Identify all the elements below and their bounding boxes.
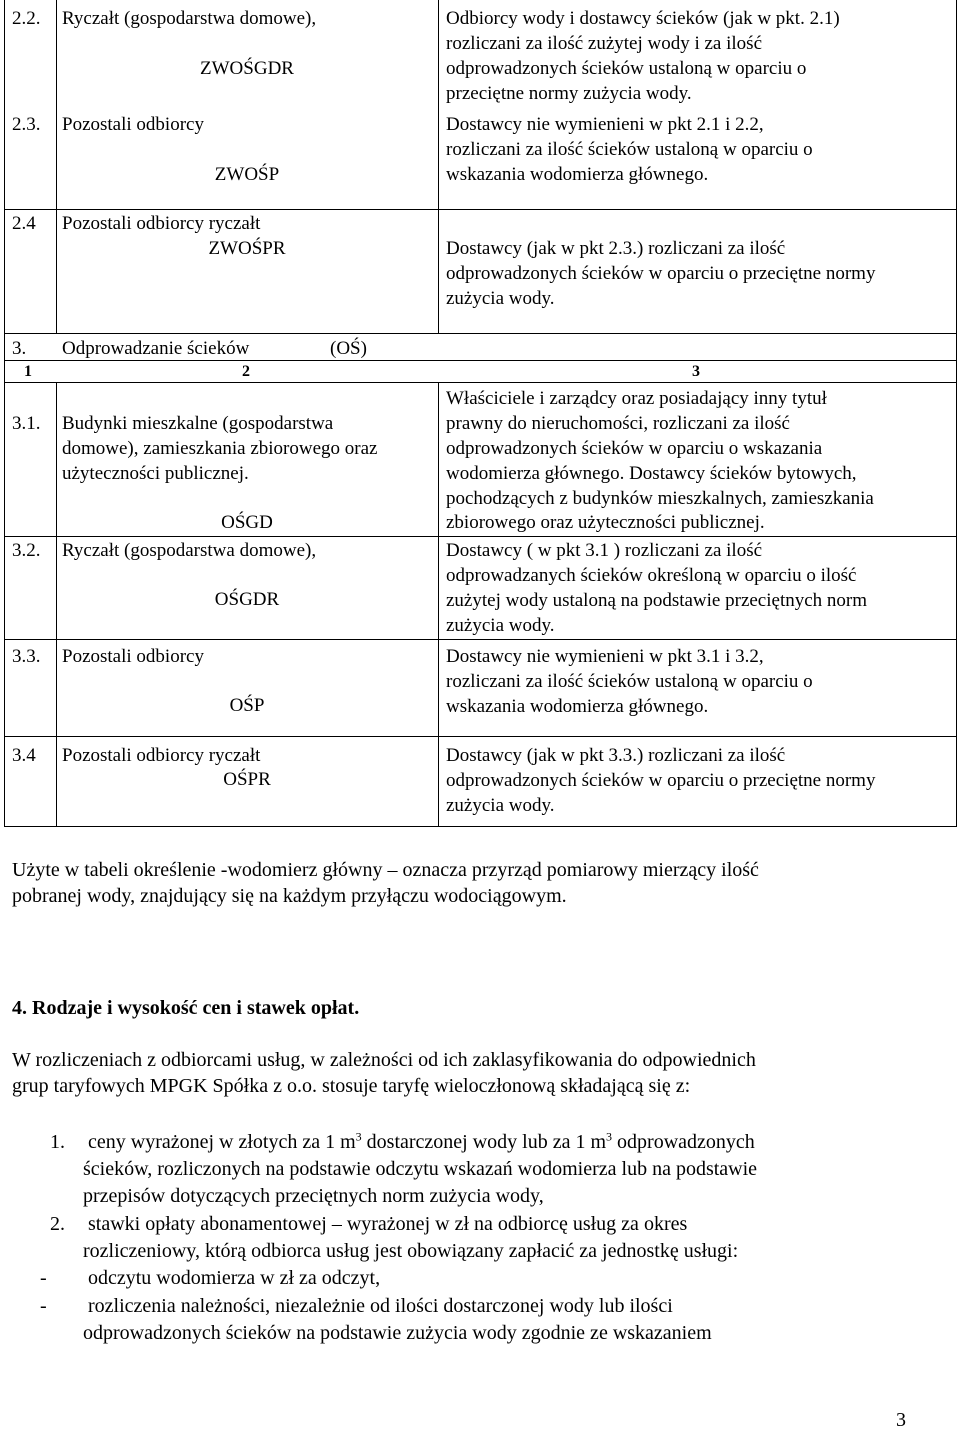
row-desc-line: odprowadzanych ścieków określoną w oparciu o ilość xyxy=(446,565,857,586)
row-desc-line: zużycia wody. xyxy=(446,795,555,816)
row-code: OŚGDR xyxy=(214,589,280,610)
row-number: 3.4 xyxy=(12,745,36,766)
table-row-divider xyxy=(4,209,957,210)
row-name-line: domowe), zamieszkania zbiorowego oraz xyxy=(62,438,378,459)
row-desc-line: zużytej wody ustaloną na podstawie przeciętnych norm xyxy=(446,590,868,611)
list-item-line: rozliczeniowy, którą odbiorca usług jest obowiązany zapłacić za jednostkę usługi: xyxy=(83,1240,739,1262)
list-item-text-part: dostarczonej wody lub za 1 m xyxy=(361,1131,607,1153)
row-desc-line: rozliczani za ilość zużytej wody i za ilość xyxy=(446,33,763,54)
superscript: 3 xyxy=(355,1129,362,1144)
table-col-divider-1 xyxy=(56,0,57,333)
dash-item-text: odprowadzonych ścieków na podstawie zużycia wody zgodnie ze wskazaniem xyxy=(83,1322,712,1344)
row-desc-line: prawny do nieruchomości, rozliczani za ilość xyxy=(446,413,790,434)
list-item-text xyxy=(88,1130,755,1155)
row-code: ZWOŚPR xyxy=(208,238,286,259)
note-line: pobranej wody, znajdujący się na każdym przyłączu wodociągowym. xyxy=(12,885,567,907)
column-header-1: 1 xyxy=(24,363,32,380)
row-code: OŚGD xyxy=(221,512,273,533)
dash-item-text: rozliczenia należności, niezależnie od ilości dostarczonej wody lub ilości xyxy=(88,1295,673,1317)
list-item-line: ścieków, rozliczonych na podstawie odczytu wskazań wodomierza lub na podstawie xyxy=(83,1158,758,1180)
row-desc-line: zbiorowego oraz użyteczności publicznej. xyxy=(446,512,765,533)
table-row-divider xyxy=(4,736,957,737)
row-name-line: Pozostali odbiorcy xyxy=(62,646,204,667)
table-col-divider-2 xyxy=(438,0,439,333)
row-desc-line: rozliczani za ilość ścieków ustaloną w oparciu o xyxy=(446,139,813,160)
row-desc-line: Dostawcy (jak w pkt 2.3.) rozliczani za ilość xyxy=(446,238,786,259)
row-desc-line: odprowadzonych ścieków w oparciu o przeciętne normy xyxy=(446,263,876,284)
row-desc-line: odprowadzonych ścieków w oparciu o wskazania xyxy=(446,438,823,459)
list-item-line: stawki opłaty abonamentowej – wyrażonej w zł na odbiorcę usług za okres xyxy=(88,1213,688,1235)
row-desc-line: Właściciele i zarządcy oraz posiadający inny tytuł xyxy=(446,388,827,409)
row-desc-line: wskazania wodomierza głównego. xyxy=(446,696,709,717)
list-item-text-part: odprowadzonych xyxy=(612,1131,755,1153)
row-number: 3.1. xyxy=(12,413,41,434)
row-name-line: użyteczności publicznej. xyxy=(62,463,249,484)
dash-item-text: odczytu wodomierza w zł za odczyt, xyxy=(88,1267,381,1289)
table-row-divider xyxy=(4,333,957,334)
row-desc-line: przeciętne normy zużycia wody. xyxy=(446,83,692,104)
list-item-number: 2. xyxy=(50,1213,65,1235)
list-item-number: 1. xyxy=(50,1131,65,1153)
table-row-divider xyxy=(4,382,957,383)
table-col-divider-2-lower xyxy=(438,382,439,826)
row-number: 3.3. xyxy=(12,646,41,667)
row-desc-line: Dostawcy nie wymienieni w pkt 2.1 i 2.2, xyxy=(446,114,764,135)
section3-title: Odprowadzanie ścieków xyxy=(62,338,250,359)
row-desc-line: odprowadzonych ścieków ustaloną w oparciu o xyxy=(446,58,807,79)
column-header-2: 2 xyxy=(242,363,250,380)
list-item-text-part: ceny wyrażonej w złotych za 1 m xyxy=(88,1131,356,1153)
page-number: 3 xyxy=(896,1409,906,1431)
row-desc-line: Dostawcy ( w pkt 3.1 ) rozliczani za ilość xyxy=(446,540,763,561)
row-desc-line: Dostawcy nie wymienieni w pkt 3.1 i 3.2, xyxy=(446,646,764,667)
row-number: 2.2. xyxy=(12,8,41,29)
note-line: Użyte w tabeli określenie -wodomierz główny – oznacza przyrząd pomiarowy mierzący ilość xyxy=(12,859,759,881)
row-name: Pozostali odbiorcy ryczałt xyxy=(62,213,261,234)
row-code: OŚP xyxy=(229,695,265,716)
column-header-3: 3 xyxy=(692,363,700,380)
row-desc-line: Odbiorcy wody i dostawcy ścieków (jak w pkt. 2.1) xyxy=(446,8,840,29)
section3-number: 3. xyxy=(12,338,27,359)
row-desc-line: rozliczani za ilość ścieków ustaloną w oparciu o xyxy=(446,671,813,692)
section3-abbr: (OŚ) xyxy=(330,338,367,359)
table-col-divider-1-lower xyxy=(56,382,57,826)
row-name-line: Budynki mieszkalne (gospodarstwa xyxy=(62,413,334,434)
row-code: OŚPR xyxy=(223,769,271,790)
table-border-left xyxy=(4,0,5,826)
dash-bullet: - xyxy=(40,1295,47,1317)
row-number: 2.4 xyxy=(12,213,36,234)
table-row-divider xyxy=(4,536,957,537)
table-row-divider xyxy=(4,639,957,640)
dash-bullet: - xyxy=(40,1267,47,1289)
row-desc-line: zużycia wody. xyxy=(446,288,555,309)
table-border-bottom xyxy=(4,826,957,827)
row-desc-line: wodomierza głównego. Dostawcy ścieków bytowych, xyxy=(446,463,857,484)
section4-heading: 4. Rodzaje i wysokość cen i stawek opłat. xyxy=(12,997,360,1019)
superscript: 3 xyxy=(606,1129,613,1144)
row-desc-line: Dostawcy (jak w pkt 3.3.) rozliczani za ilość xyxy=(446,745,786,766)
row-number: 3.2. xyxy=(12,540,41,561)
row-name: Pozostali odbiorcy xyxy=(62,114,204,135)
row-desc-line: wskazania wodomierza głównego. xyxy=(446,164,709,185)
row-desc-line: odprowadzonych ścieków w oparciu o przeciętne normy xyxy=(446,770,876,791)
row-name: Ryczałt (gospodarstwa domowe), xyxy=(62,8,317,29)
row-name-line: Pozostali odbiorcy ryczałt xyxy=(62,745,261,766)
row-name-line: Ryczałt (gospodarstwa domowe), xyxy=(62,540,317,561)
row-number: 2.3. xyxy=(12,114,41,135)
row-desc-line: pochodzących z budynków mieszkalnych, zamieszkania xyxy=(446,488,874,509)
row-code: ZWOŚGDR xyxy=(200,58,294,79)
section4-intro-line: grup taryfowych MPGK Spółka z o.o. stosuje taryfę wieloczłonową składającą się z: xyxy=(12,1075,691,1097)
row-desc-line: zużycia wody. xyxy=(446,615,555,636)
list-item-line: przepisów dotyczących przeciętnych norm zużycia wody, xyxy=(83,1185,544,1207)
table-border-right xyxy=(956,0,957,826)
row-code: ZWOŚP xyxy=(214,164,280,185)
section4-intro-line: W rozliczeniach z odbiorcami usług, w zależności od ich zaklasyfikowania do odpowiednich xyxy=(12,1049,756,1071)
